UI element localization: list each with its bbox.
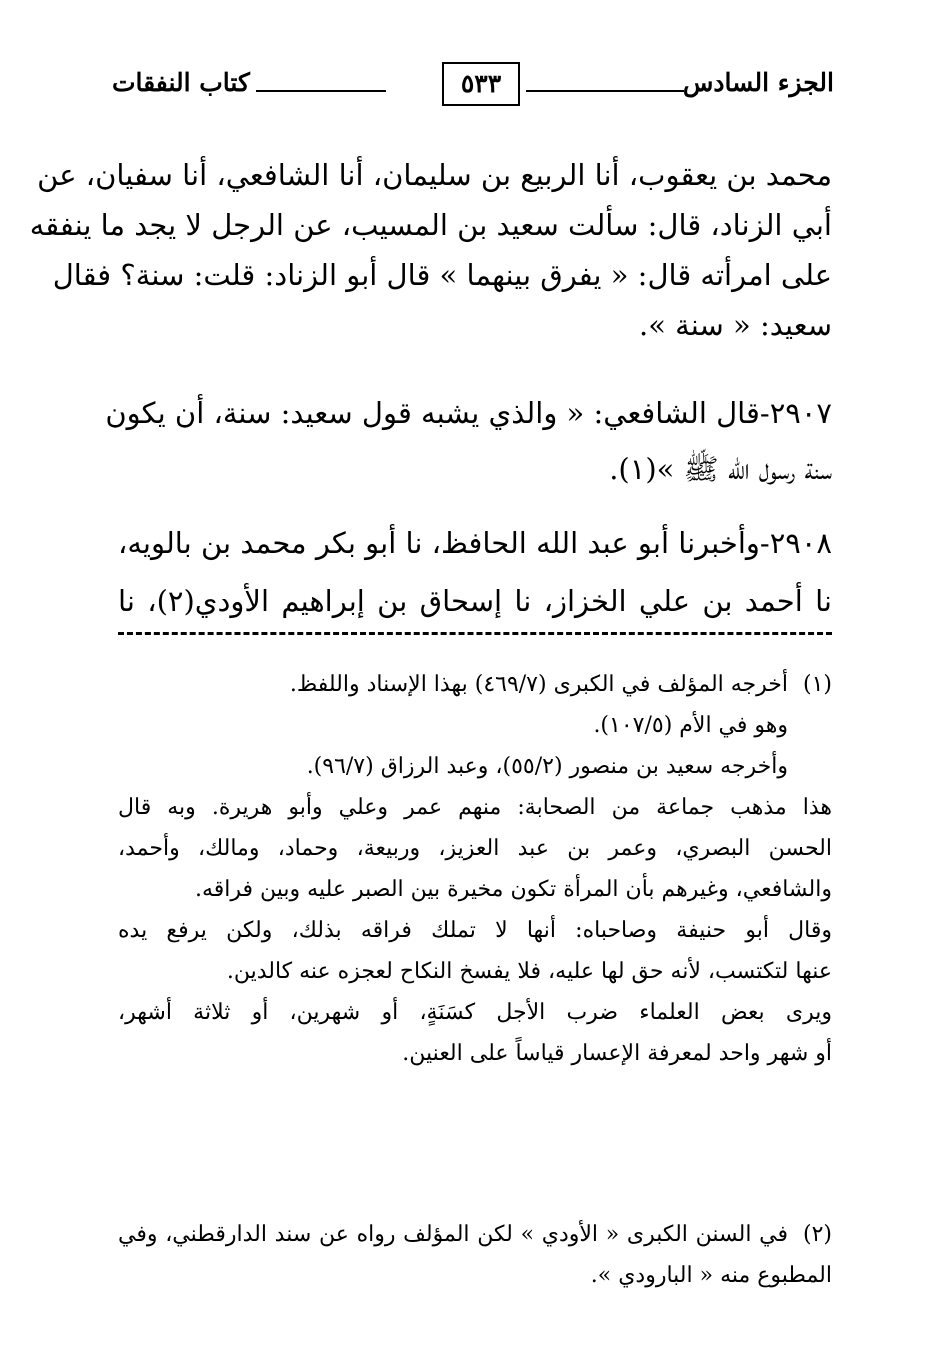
footnote-line: المطبوع منه « البارودي ». xyxy=(590,1263,832,1288)
footnote-line: وأخرجه سعيد بن منصور (٥٥/٢)، وعبد الرزاق (٩٦/٧). xyxy=(306,754,788,779)
part-title: الجزء السادس xyxy=(682,68,834,97)
text-line: محمد بن يعقوب، أنا الربيع بن سليمان، أنا الشافعي، أنا سفيان، عن xyxy=(37,158,832,192)
footnote-2 xyxy=(118,1214,832,1296)
footnote-line: الحسن البصري، وعمر بن عبد العزيز، وربيعة، وحماد، ومالك، وأحمد، xyxy=(118,836,832,861)
footnote-line: هذا مذهب جماعة من الصحابة: منهم عمر وعلي وأبو هريرة. وبه قال xyxy=(118,795,832,820)
paragraph-continuation xyxy=(29,150,832,350)
footnote-line: أو شهر واحد لمعرفة الإعسار قياساً على العنين. xyxy=(402,1041,832,1066)
text-line: سنة رسول الله ﷺ »(١). xyxy=(609,452,832,486)
footnote-marker: (١) xyxy=(802,672,832,697)
hadith-2908 xyxy=(118,514,832,630)
text-line: ٢٩٠٨-وأخبرنا أبو عبد الله الحافظ، نا أبو بكر محمد بن بالويه، xyxy=(118,526,832,560)
footnote-line: ويرى بعض العلماء ضرب الأجل كسَنَةٍ، أو شهرين، أو ثلاثة أشهر، xyxy=(118,1000,832,1025)
footnote-line: في السنن الكبرى « الأودي » لكن المؤلف رواه عن سند الدارقطني، وفي xyxy=(118,1222,788,1247)
footnote-line: أخرجه المؤلف في الكبرى (٤٦٩/٧) بهذا الإسناد واللفظ. xyxy=(289,672,788,697)
header-rule-left xyxy=(256,90,386,92)
footnote-line: وهو في الأم (١٠٧/٥). xyxy=(593,713,788,738)
text-line: نا أحمد بن علي الخزاز، نا إسحاق بن إبراهيم الأودي(٢)، نا xyxy=(118,584,832,618)
book-title: كتاب النفقات xyxy=(112,68,250,97)
footnote-line: وقال أبو حنيفة وصاحباه: أنها لا تملك فراقه بذلك، ولكن يرفع يده xyxy=(118,918,832,943)
footnote-1 xyxy=(118,664,832,1074)
running-header xyxy=(112,62,834,106)
footnote-separator xyxy=(118,632,832,635)
text-line: سعيد: « سنة ». xyxy=(639,308,832,342)
footnote-line: والشافعي، وغيرهم بأن المرأة تكون مخيرة بين الصبر عليه وبين فراقه. xyxy=(194,877,832,902)
hadith-2907 xyxy=(105,385,832,497)
header-rule-right xyxy=(526,90,684,92)
footnote-marker: (٢) xyxy=(802,1222,832,1247)
text-line: على امرأته قال: « يفرق بينهما » قال أبو الزناد: قلت: سنة؟ فقال xyxy=(52,258,832,292)
text-line: أبي الزناد، قال: سألت سعيد بن المسيب، عن الرجل لا يجد ما ينفقه xyxy=(29,208,832,242)
page-number: ٥٣٣ xyxy=(442,62,520,106)
text-line: ٢٩٠٧-قال الشافعي: « والذي يشبه قول سعيد: سنة، أن يكون xyxy=(105,396,832,430)
footnote-line: عنها لتكتسب، لأنه حق لها عليه، فلا يفسخ النكاح لعجزه عنه كالدين. xyxy=(226,959,832,984)
